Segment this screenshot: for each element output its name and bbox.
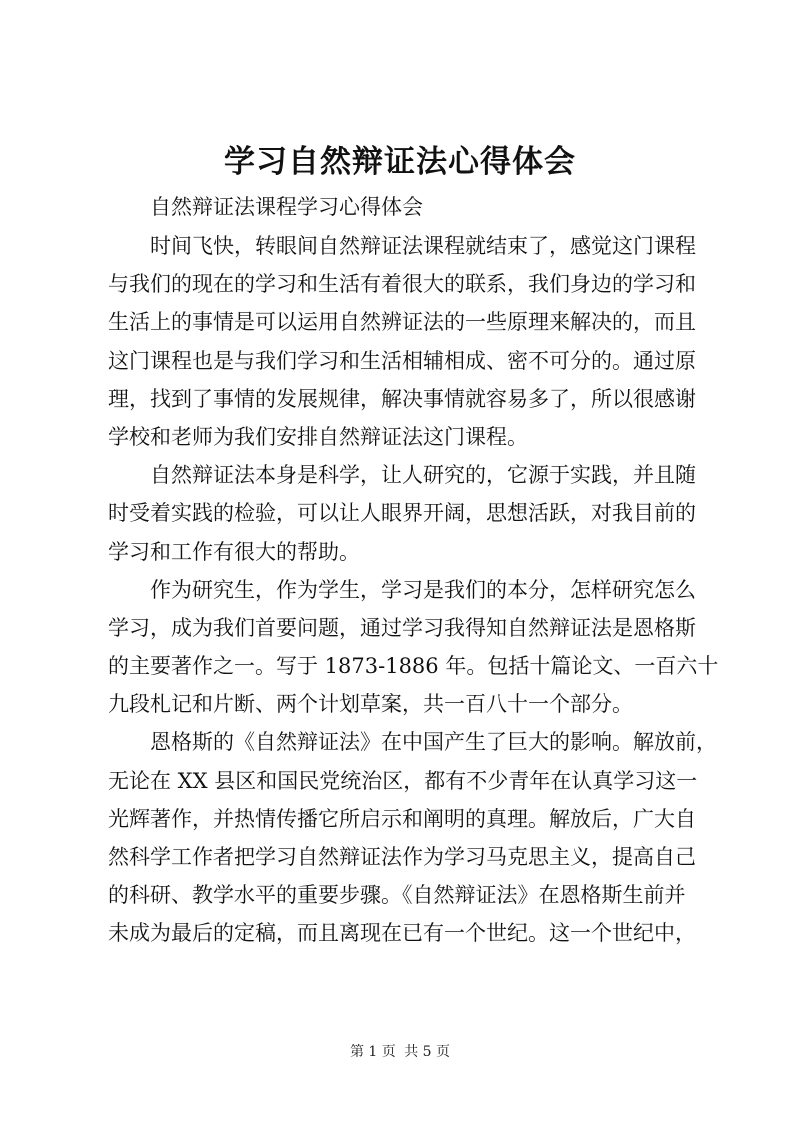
text-line: 理，找到了事情的发展规律，解决事情就容易多了，所以很感谢 <box>108 386 696 411</box>
text-line: 自然辩证法本身是科学，让人研究的，它源于实践，并且随 <box>150 463 696 488</box>
text-line: 九段札记和片断、两个计划草案，共一百八十一个部分。 <box>108 692 633 717</box>
text-line: 学习，成为我们首要问题，通过学习我得知自然辩证法是恩格斯 <box>108 615 696 640</box>
text-line: 作为研究生，作为学生，学习是我们的本分，怎样研究怎么 <box>150 577 696 602</box>
text-line: 的科研、教学水平的重要步骤。《自然辩证法》在恩格斯生前并 <box>108 883 686 908</box>
document-body <box>108 227 719 953</box>
text-line: 然科学工作者把学习自然辩证法作为学习马克思主义，提高自己 <box>108 845 696 869</box>
text-line: 生活上的事情是可以运用自然辨证法的一些原理来解决的，而且 <box>108 310 696 335</box>
page-footer <box>0 1042 800 1062</box>
page-number: 第 1 页 <box>349 1044 396 1060</box>
text-line: 时受着实践的检验，可以让人眼界开阔，思想活跃，对我目前的 <box>108 501 696 526</box>
paragraph <box>108 456 708 571</box>
text-line: 学习和工作有很大的帮助。 <box>108 539 360 564</box>
text-line: 无论在 XX 县区和国民党统治区，都有不少青年在认真学习这一 <box>108 768 698 793</box>
text-line: 的主要著作之一。写于 1873-1886 年。包括十篇论文、一百六十 <box>108 654 719 679</box>
document-title: 学习自然辩证法心得体会 <box>224 144 576 180</box>
text-line: 恩格斯的《自然辩证法》在中国产生了巨大的影响。解放前， <box>150 730 717 755</box>
document-subtitle: 自然辩证法课程学习心得体会 <box>150 195 423 219</box>
text-line: 与我们的现在的学习和生活有着很大的联系，我们身边的学习和 <box>108 272 696 297</box>
text-line: 学校和老师为我们安排自然辩证法这门课程。 <box>108 424 528 449</box>
text-line: 光辉著作，并热情传播它所启示和阐明的真理。解放后，广大自 <box>108 806 696 831</box>
paragraph <box>108 227 708 456</box>
text-line: 时间飞快，转眼间自然辩证法课程就结束了，感觉这门课程 <box>150 234 696 258</box>
page-total: 共 5 页 <box>404 1044 451 1060</box>
text-line: 未成为最后的定稿，而且离现在已有一个世纪。这一个世纪中， <box>108 921 696 946</box>
paragraph <box>108 571 719 724</box>
text-line: 这门课程也是与我们学习和生活相辅相成、密不可分的。通过原 <box>108 348 696 373</box>
paragraph <box>108 723 717 952</box>
